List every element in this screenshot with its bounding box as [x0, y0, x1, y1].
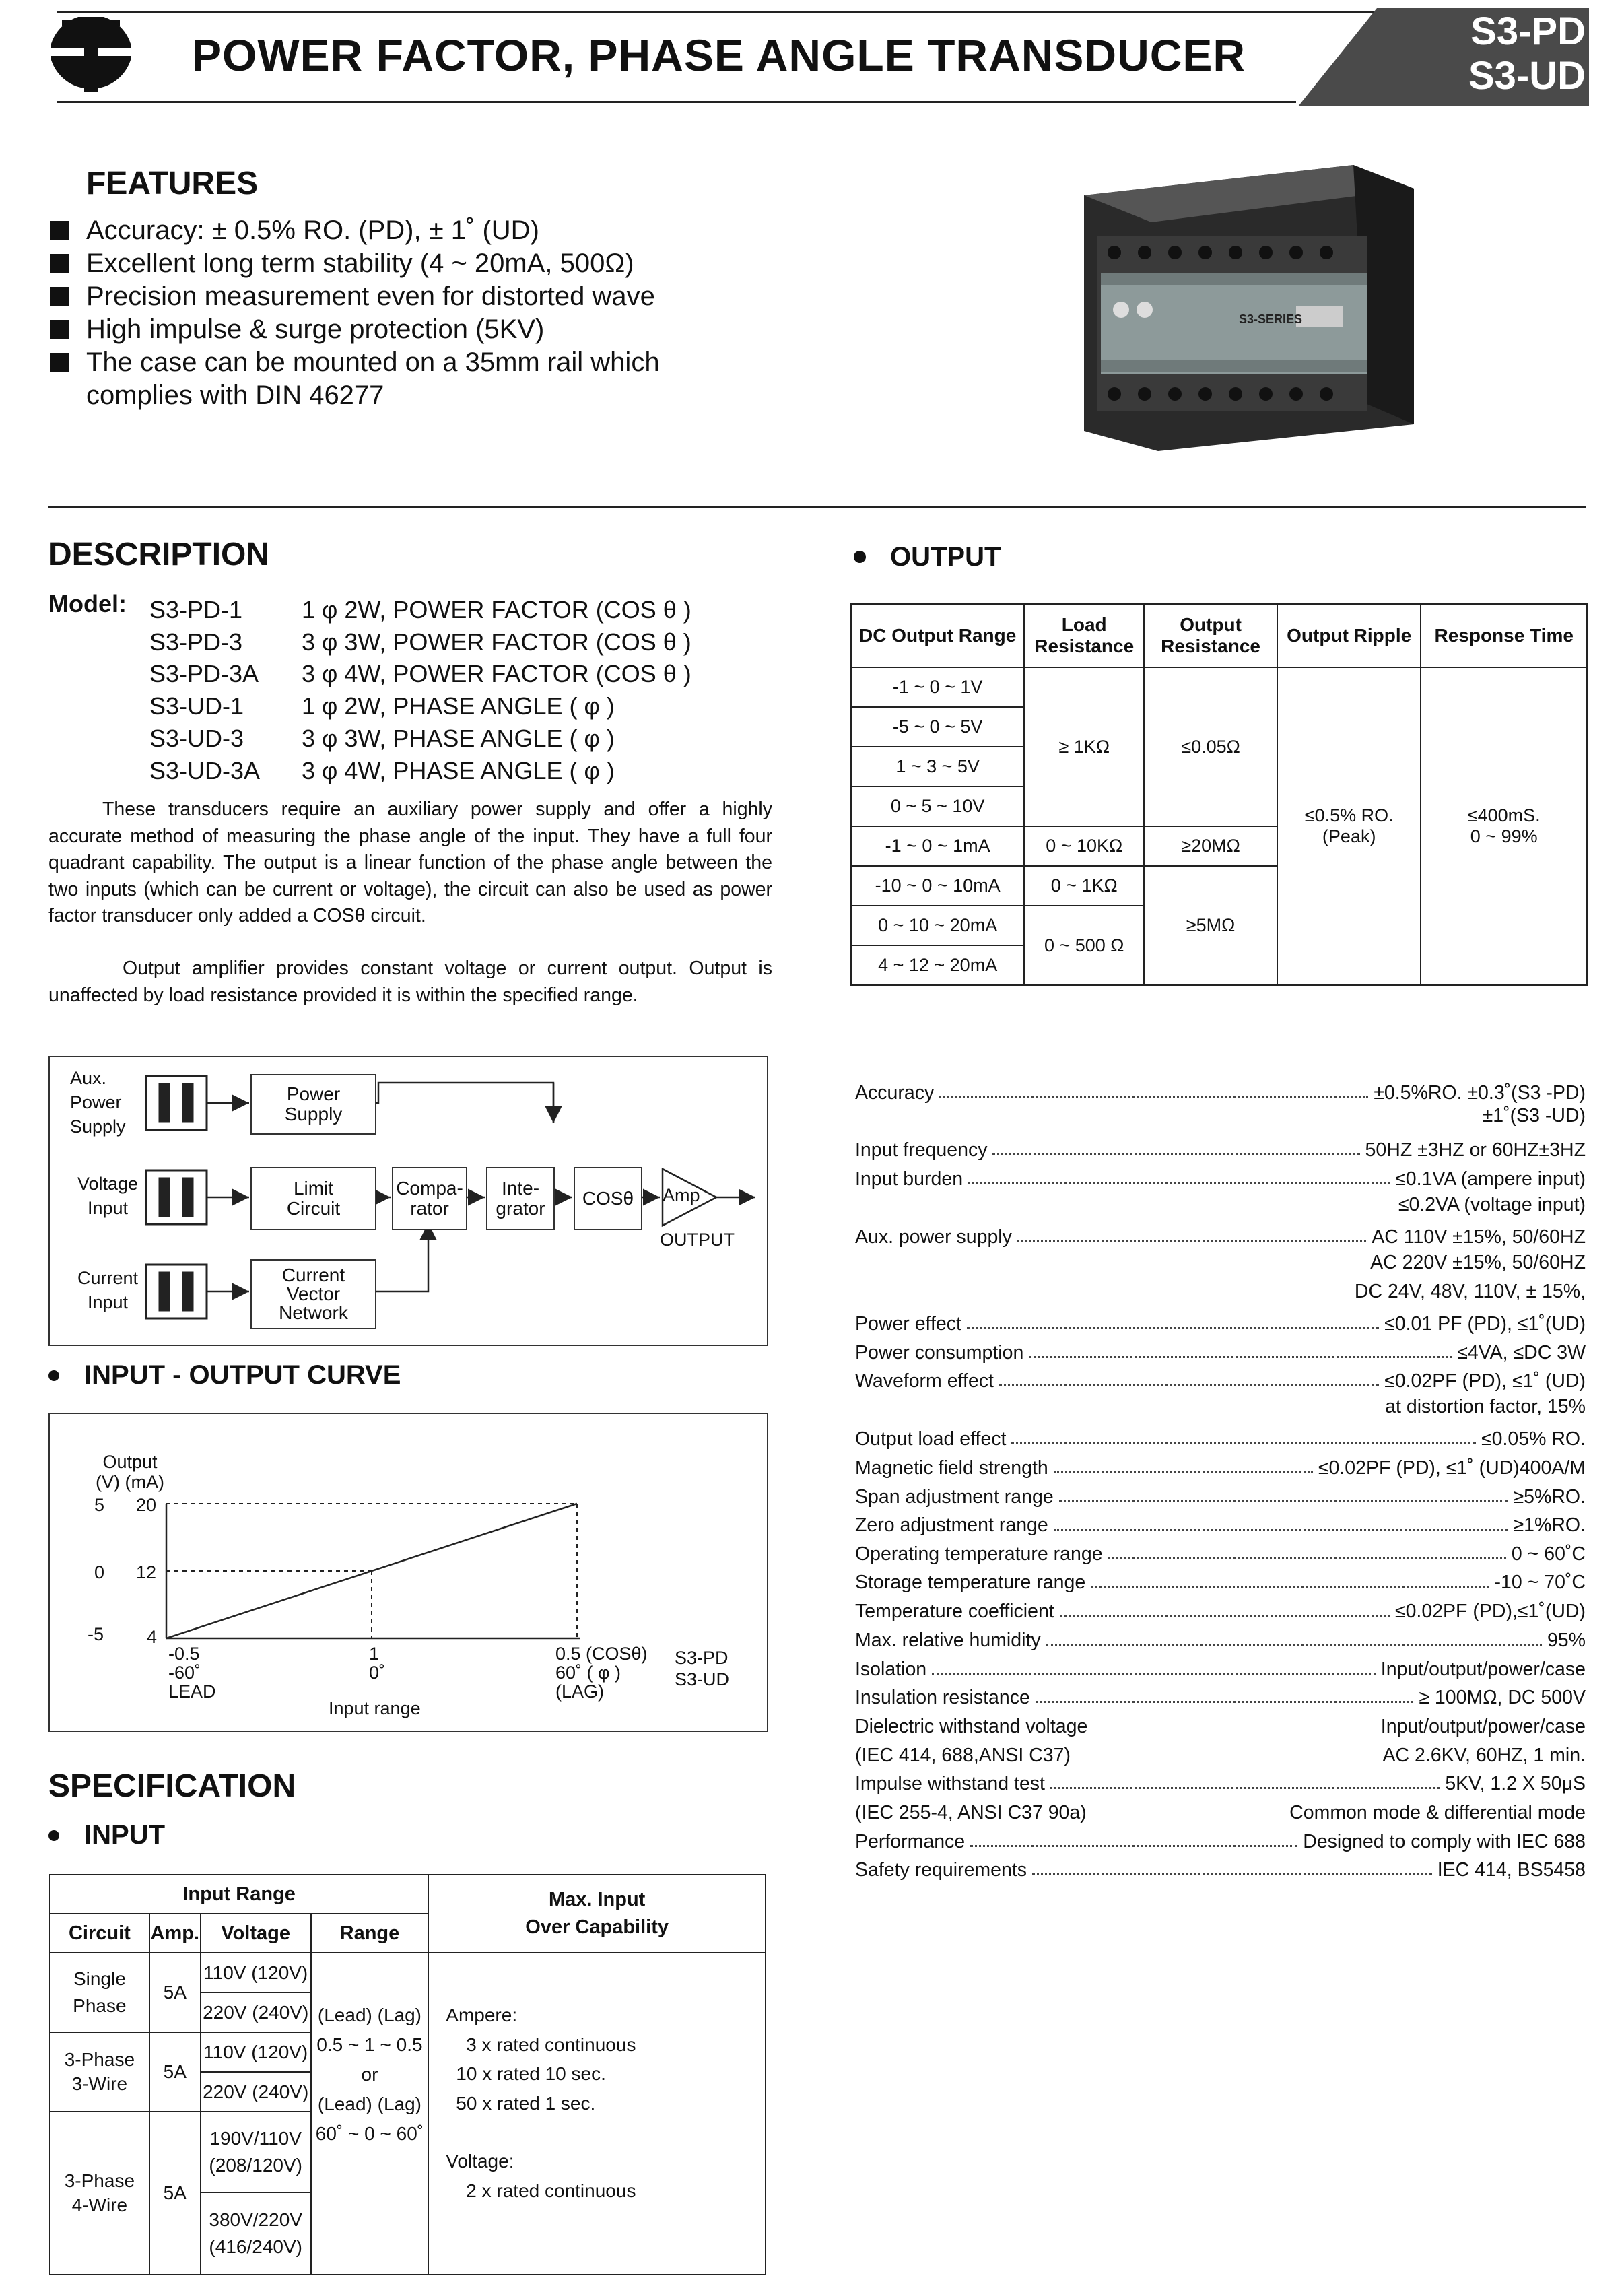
- model-code-pd: S3-PD: [1470, 9, 1586, 53]
- amp-cell: 5A: [149, 2032, 201, 2112]
- description-paragraph: These transducers require an auxiliary power supply and offer a highly accurate method of measuring the phase angle of the input. They have a full four quadrant capability. The output is a linear function of the phase angle between the two inputs (which can be current or voltage), the circuit can also be used as power factor transducer only added a COSθ circuit.: [48, 799, 772, 927]
- model-description-column: 1 φ 2W, POWER FACTOR (COS θ ) 3 φ 3W, POWER FACTOR (COS θ ) 3 φ 4W, POWER FACTOR (COS θ ) 1 φ 2W, PHASE ANGLE ( φ ) 3 φ 3W, PHASE ANGLE ( φ ) 3 φ 4W, PHASE ANGLE ( φ ): [302, 596, 691, 784]
- x-axis-label: Input range: [329, 1698, 421, 1718]
- spec-row: Input burden ≤0.1VA (ampere input): [855, 1168, 1586, 1190]
- spec-row: (IEC 255-4, ANSI C37 90a) Common mode & differential mode: [855, 1802, 1586, 1823]
- response-time-cell: ≤400mS. 0 ~ 99%: [1421, 667, 1587, 985]
- voltage-cell: 220V (240V): [201, 2072, 311, 2112]
- features-list: [50, 214, 791, 412]
- bullet-square-icon: [50, 287, 69, 306]
- transformer-icon: [146, 1076, 207, 1130]
- spec-row: Waveform effect ≤0.02PF (PD), ≤1˚ (UD): [855, 1370, 1586, 1392]
- output-label: OUTPUT: [660, 1230, 735, 1250]
- input-range-header: Input Range: [50, 1875, 428, 1914]
- spec-row: Safety requirements IEC 414, BS5458: [855, 1859, 1586, 1881]
- model-code-ud: S3-UD: [1468, 54, 1586, 98]
- spec-row: Magnetic field strength ≤0.02PF (PD), ≤1˚ (UD)400A/M: [855, 1457, 1586, 1479]
- output-resistance-cell: ≤0.05Ω: [1144, 667, 1277, 826]
- comparator-block: Compa- rator: [392, 1167, 467, 1230]
- output-range-cell: 4 ~ 12 ~ 20mA: [851, 945, 1024, 985]
- spec-row: (IEC 414, 688,ANSI C37) AC 2.6KV, 60HZ, 1 min.: [855, 1745, 1586, 1766]
- voltage-cell: 110V (120V): [201, 2032, 311, 2072]
- x-tick-lead: -0.5 -60˚ LEAD: [168, 1644, 216, 1702]
- x-axis-models: S3-PD S3-UD: [675, 1648, 730, 1689]
- range-cell: (Lead) (Lag) 0.5 ~ 1 ~ 0.5 or (Lead) (Lag) 60˚ ~ 0 ~ 60˚: [311, 1953, 429, 2275]
- bullet-square-icon: [50, 221, 69, 240]
- spec-continuation: ≤0.2VA (voltage input): [1398, 1194, 1586, 1215]
- model-code-column: S3-PD-1 S3-PD-3 S3-PD-3A S3-UD-1 S3-UD-3 S3-UD-3A: [149, 596, 261, 784]
- output-header-load: Load Resistance: [1024, 604, 1144, 667]
- amplifier-label: Amp: [663, 1185, 700, 1205]
- product-photo: [1037, 155, 1414, 458]
- x-tick-lag: 0.5 (COSθ) 60˚ ( φ ) (LAG): [555, 1644, 648, 1702]
- specification-heading: SPECIFICATION: [48, 1768, 296, 1804]
- load-resistance-cell: 0 ~ 10KΩ: [1024, 826, 1144, 866]
- curve-y-label: Output (V) (mA): [96, 1452, 164, 1492]
- integrator-block: Inte- grator: [486, 1167, 555, 1230]
- spec-row: Power effect ≤0.01 PF (PD), ≤1˚(UD): [855, 1313, 1586, 1335]
- input-table: [49, 1874, 766, 2275]
- circuit-header: Circuit: [50, 1914, 149, 1953]
- range-header: Range: [311, 1914, 429, 1953]
- voltage-cell: 190V/110V (208/120V): [201, 2112, 311, 2192]
- output-header-ripple: Output Ripple: [1277, 604, 1421, 667]
- bullet-dot-icon: [48, 1830, 59, 1841]
- amp-cell: 5A: [149, 2112, 201, 2275]
- cos-theta-block: COSθ: [574, 1167, 642, 1230]
- spec-row: Operating temperature range 0 ~ 60˚C: [855, 1543, 1586, 1565]
- current-input-label: Current Input: [77, 1268, 139, 1312]
- output-range-cell: 1 ~ 3 ~ 5V: [851, 747, 1024, 786]
- feature-item: The case can be mounted on a 35mm rail which: [50, 346, 791, 379]
- circuit-cell: Single Phase: [50, 1953, 149, 2032]
- bullet-square-icon: [50, 254, 69, 273]
- description-heading: DESCRIPTION: [48, 537, 270, 572]
- curve-heading: INPUT - OUTPUT CURVE: [84, 1360, 401, 1390]
- spec-row: Isolation Input/output/power/case: [855, 1658, 1586, 1680]
- output-range-cell: -1 ~ 0 ~ 1V: [851, 667, 1024, 707]
- bullet-dot-icon: [48, 1370, 59, 1381]
- spec-row: Dielectric withstand voltage Input/output/power/case: [855, 1716, 1586, 1737]
- load-resistance-cell: 0 ~ 1KΩ: [1024, 866, 1144, 906]
- spec-row: Zero adjustment range ≥1%RO.: [855, 1514, 1586, 1536]
- circuit-cell: 3-Phase 4-Wire: [50, 2112, 149, 2275]
- y-tick-5: 5 20: [94, 1495, 157, 1515]
- spec-row: Performance Designed to comply with IEC 688: [855, 1831, 1586, 1852]
- voltage-cell: 220V (240V): [201, 1992, 311, 2032]
- y-tick-0: 0 12: [94, 1562, 157, 1582]
- output-range-cell: 0 ~ 10 ~ 20mA: [851, 906, 1024, 945]
- voltage-header: Voltage: [201, 1914, 311, 1953]
- load-resistance-cell: 0 ~ 500 Ω: [1024, 906, 1144, 985]
- feature-item: Excellent long term stability (4 ~ 20mA, 500Ω): [50, 247, 791, 280]
- output-ripple-cell: ≤0.5% RO. (Peak): [1277, 667, 1421, 985]
- load-resistance-cell: ≥ 1KΩ: [1024, 667, 1144, 826]
- current-vector-network-block: Current Vector Network: [250, 1259, 376, 1329]
- spec-continuation: AC 220V ±15%, 50/60HZ: [1370, 1252, 1586, 1273]
- voltage-input-label: Voltage Input: [77, 1174, 139, 1218]
- feature-item: Accuracy: ± 0.5% RO. (PD), ± 1˚ (UD): [50, 214, 791, 247]
- spec-row: Insulation resistance ≥ 100MΩ, DC 500V: [855, 1687, 1586, 1708]
- spec-row: Span adjustment range ≥5%RO.: [855, 1486, 1586, 1508]
- feature-item: High impulse & surge protection (5KV): [50, 313, 791, 346]
- spec-row: Accuracy ±0.5%RO. ±0.3˚(S3 -PD): [855, 1082, 1586, 1104]
- spec-row: Input frequency 50HZ ±3HZ or 60HZ±3HZ: [855, 1139, 1586, 1161]
- description-paragraph-2: Output amplifier provides constant voltage or current output. Output is unaffected by load resistance provided it is within the specified range.: [48, 958, 772, 1006]
- photo-label: S3-SERIES: [1239, 312, 1303, 326]
- page-title: POWER FACTOR, PHASE ANGLE TRANSDUCER: [192, 30, 1246, 80]
- company-logo-icon: [47, 17, 135, 98]
- output-header-response: Response Time: [1421, 604, 1587, 667]
- output-range-cell: 0 ~ 5 ~ 10V: [851, 786, 1024, 826]
- spec-continuation: DC 24V, 48V, 110V, ± 15%,: [1354, 1281, 1586, 1302]
- power-supply-block: Power Supply: [250, 1074, 376, 1135]
- transformer-icon: [146, 1265, 207, 1318]
- amp-header: Amp.: [149, 1914, 201, 1953]
- spec-row: Aux. power supply AC 110V ±15%, 50/60HZ: [855, 1226, 1586, 1248]
- output-header-range: DC Output Range: [851, 604, 1024, 667]
- bullet-dot-icon: [854, 551, 866, 563]
- voltage-cell: 110V (120V): [201, 1953, 311, 1992]
- x-tick-mid: 1 0˚: [369, 1644, 386, 1683]
- output-table: [850, 603, 1588, 986]
- model-label: Model:: [48, 590, 127, 617]
- spec-row: Power consumption ≤4VA, ≤DC 3W: [855, 1342, 1586, 1364]
- output-range-cell: -1 ~ 0 ~ 1mA: [851, 826, 1024, 866]
- spec-row: Output load effect ≤0.05% RO.: [855, 1428, 1586, 1450]
- amp-cell: 5A: [149, 1953, 201, 2032]
- output-range-cell: -10 ~ 0 ~ 10mA: [851, 866, 1024, 906]
- model-code-list: [1427, 9, 1586, 98]
- output-resistance-cell: ≥5MΩ: [1144, 866, 1277, 985]
- output-resistance-cell: ≥20MΩ: [1144, 826, 1277, 866]
- feature-item: Precision measurement even for distorted wave: [50, 280, 791, 313]
- limit-circuit-block: Limit Circuit: [250, 1167, 376, 1230]
- header-rule: [57, 101, 1296, 103]
- y-tick-minus5: -5 4: [88, 1624, 158, 1647]
- spec-row: Storage temperature range -10 ~ 70˚C: [855, 1572, 1586, 1593]
- bullet-square-icon: [50, 353, 69, 372]
- circuit-cell: 3-Phase 3-Wire: [50, 2032, 149, 2112]
- spec-continuation: ±1˚(S3 -UD): [1482, 1105, 1586, 1127]
- spec-row: Max. relative humidity 95%: [855, 1630, 1586, 1651]
- max-input-cell: Ampere: 3 x rated continuous 10 x rated 10 sec. 50 x rated 1 sec. Voltage: 2 x rated continuous: [428, 1953, 766, 2275]
- spec-continuation: at distortion factor, 15%: [1385, 1396, 1586, 1417]
- output-heading: OUTPUT: [890, 542, 1001, 572]
- max-input-header: Max. Input Over Capability: [428, 1875, 766, 1953]
- feature-item-continued: complies with DIN 46277: [86, 380, 384, 410]
- spec-row: Temperature coefficient ≤0.02PF (PD),≤1˚(UD): [855, 1601, 1586, 1622]
- bullet-square-icon: [50, 320, 69, 339]
- section-divider: [48, 506, 1586, 508]
- output-header-resistance: Output Resistance: [1144, 604, 1277, 667]
- features-heading: FEATURES: [86, 166, 259, 201]
- voltage-cell: 380V/220V (416/240V): [201, 2192, 311, 2275]
- spec-row: Impulse withstand test 5KV, 1.2 X 50μS: [855, 1773, 1586, 1794]
- output-range-cell: -5 ~ 0 ~ 5V: [851, 707, 1024, 747]
- input-heading: INPUT: [84, 1820, 165, 1850]
- transformer-icon: [146, 1170, 207, 1224]
- aux-power-label: Aux. Power Supply: [70, 1068, 126, 1137]
